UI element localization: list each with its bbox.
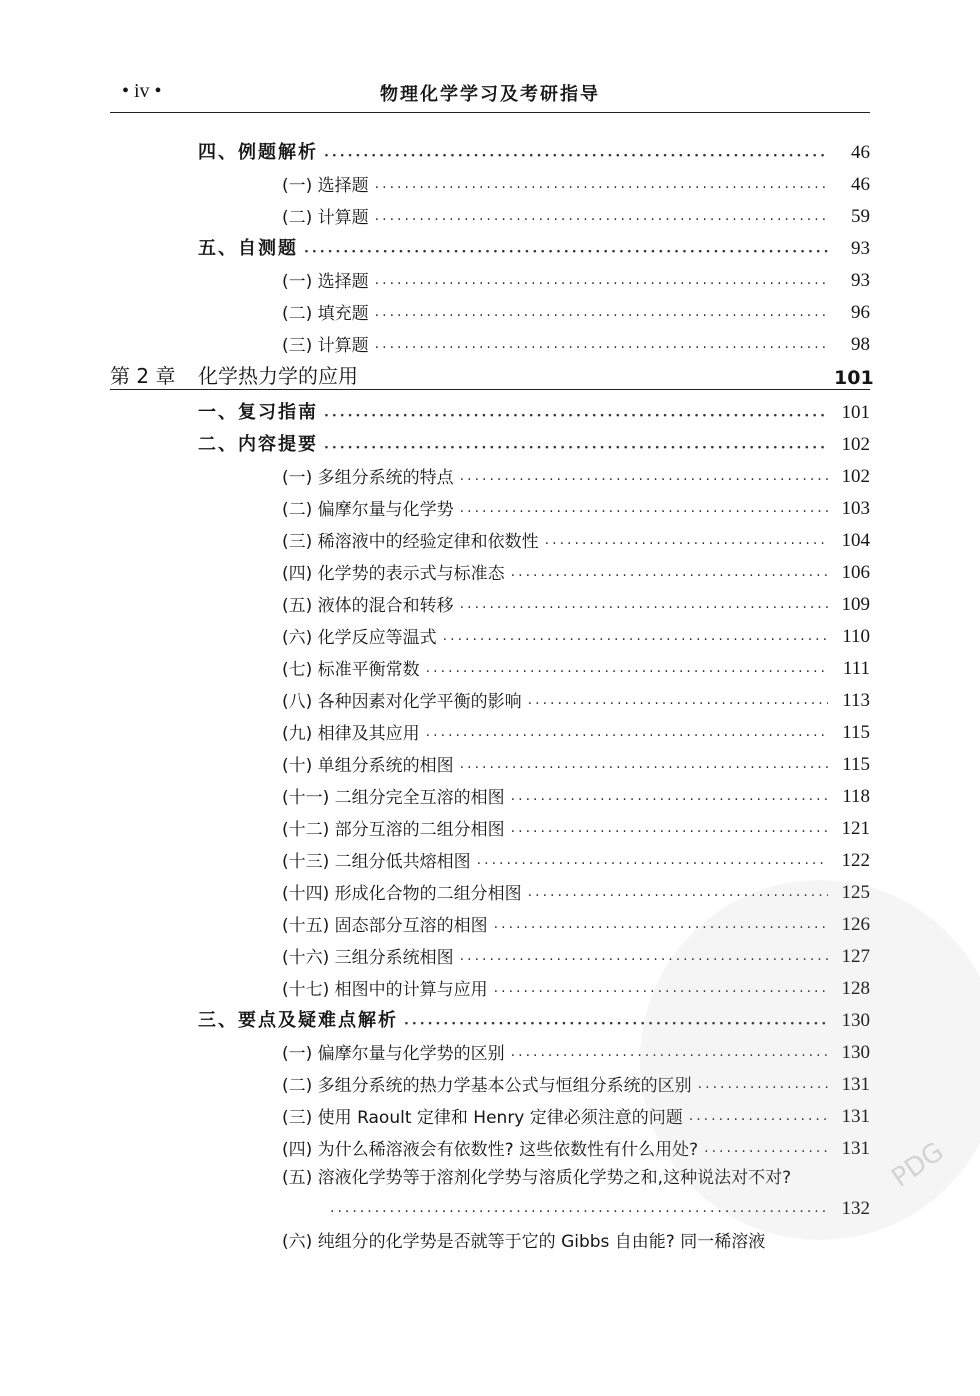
page-folio: • iv • <box>122 80 162 102</box>
toc-page: 109 <box>841 594 870 615</box>
toc-page: 102 <box>841 434 870 455</box>
toc-title: (五) 溶液化学势等于溶剂化学势与溶质化学势之和,这种说法对不对? <box>282 1168 792 1188</box>
leader-dots <box>460 760 828 776</box>
toc-page: 115 <box>842 722 870 743</box>
leader-dots <box>375 340 828 356</box>
toc-page: 130 <box>841 1010 870 1031</box>
toc-entry[interactable] <box>110 260 870 292</box>
leader-dots <box>324 440 828 456</box>
toc-page: 131 <box>841 1074 870 1095</box>
toc-entry[interactable] <box>110 712 870 744</box>
leader-dots <box>375 276 828 292</box>
toc-page: 127 <box>841 946 870 967</box>
toc-page: 122 <box>841 850 870 871</box>
leader-dots <box>477 856 828 872</box>
toc-title: (十六) 三组分系统相图 <box>282 948 454 968</box>
watermark-pdg-mark: PDG <box>886 1136 950 1194</box>
toc-title: 三、要点及疑难点解析 <box>198 1010 398 1031</box>
toc-entry[interactable] <box>110 584 870 616</box>
leader-dots <box>375 308 828 324</box>
toc-entry[interactable] <box>110 680 870 712</box>
toc-title: 一、复习指南 <box>198 402 318 423</box>
toc-page: 125 <box>841 882 870 903</box>
toc-entry[interactable] <box>110 808 870 840</box>
leader-dots <box>304 244 828 260</box>
toc-entry[interactable] <box>110 228 870 260</box>
leader-dots <box>324 148 828 164</box>
toc-page: 110 <box>842 626 870 647</box>
toc-page: 126 <box>841 914 870 935</box>
toc-page: 131 <box>841 1106 870 1127</box>
toc-title: (七) 标准平衡常数 <box>282 660 420 680</box>
leader-dots <box>511 824 828 840</box>
leader-dots <box>460 504 828 520</box>
toc-title: (十五) 固态部分互溶的相图 <box>282 916 488 936</box>
running-header <box>110 78 870 113</box>
toc-entry[interactable] <box>110 840 870 872</box>
toc-entry[interactable] <box>110 324 870 356</box>
leader-dots <box>511 792 828 808</box>
toc-page: 101 <box>834 367 874 389</box>
toc-page: 121 <box>841 818 870 839</box>
toc-title: (九) 相律及其应用 <box>282 724 420 744</box>
toc-entry[interactable] <box>110 552 870 584</box>
toc-page: 93 <box>851 238 870 259</box>
toc-page: 101 <box>841 402 870 423</box>
toc-entry[interactable] <box>110 520 870 552</box>
toc-title: 五、自测题 <box>198 238 298 259</box>
toc-title: (二) 多组分系统的热力学基本公式与恒组分系统的区别 <box>282 1076 692 1096</box>
toc-entry[interactable] <box>110 196 870 228</box>
leader-dots <box>426 664 828 680</box>
toc-page: 46 <box>851 142 870 163</box>
toc-page: 96 <box>851 302 870 323</box>
toc-entry[interactable] <box>110 292 870 324</box>
leader-dots <box>324 408 828 424</box>
toc-page: 115 <box>842 754 870 775</box>
toc-entry[interactable] <box>110 392 870 424</box>
toc-page: 59 <box>851 206 870 227</box>
toc-title: (四) 为什么稀溶液会有依数性? 这些依数性有什么用处? <box>282 1140 699 1160</box>
toc-title: (十三) 二组分低共熔相图 <box>282 852 471 872</box>
chapter-number: 第 2 章 <box>110 364 176 388</box>
toc-page: 103 <box>841 498 870 519</box>
toc-title: (五) 液体的混合和转移 <box>282 596 454 616</box>
toc-entry[interactable] <box>110 776 870 808</box>
toc-entry[interactable] <box>110 488 870 520</box>
watermark-stamp <box>640 880 980 1240</box>
toc-title: (一) 多组分系统的特点 <box>282 468 454 488</box>
toc-page: 46 <box>851 174 870 195</box>
leader-dots <box>443 632 828 648</box>
toc-title: (十七) 相图中的计算与应用 <box>282 980 488 1000</box>
toc-title: (四) 化学势的表示式与标准态 <box>282 564 505 584</box>
toc-page: 98 <box>851 334 870 355</box>
toc-entry[interactable] <box>110 616 870 648</box>
toc-title: (一) 选择题 <box>282 272 369 292</box>
toc-title: (一) 偏摩尔量与化学势的区别 <box>282 1044 505 1064</box>
toc-page: 118 <box>842 786 870 807</box>
toc-title: 二、内容提要 <box>198 434 318 455</box>
leader-dots <box>426 728 828 744</box>
toc-page: 132 <box>841 1198 870 1219</box>
toc-title: (十) 单组分系统的相图 <box>282 756 454 776</box>
toc-page: 104 <box>841 530 870 551</box>
toc-page: 102 <box>841 466 870 487</box>
toc-title: 四、例题解析 <box>198 142 318 163</box>
toc-entry[interactable] <box>110 648 870 680</box>
toc-title: (二) 填充题 <box>282 304 369 324</box>
leader-dots <box>511 568 828 584</box>
toc-page: 111 <box>842 658 870 679</box>
toc-entry[interactable] <box>110 164 870 196</box>
toc-page: 106 <box>841 562 870 583</box>
toc-entry[interactable] <box>110 132 870 164</box>
toc-title: (三) 稀溶液中的经验定律和依数性 <box>282 532 539 552</box>
toc-entry[interactable] <box>110 456 870 488</box>
toc-chapter-entry[interactable] <box>110 359 874 390</box>
toc-title: (十四) 形成化合物的二组分相图 <box>282 884 522 904</box>
book-title: 物理化学学习及考研指导 <box>380 84 600 105</box>
toc-title: (二) 计算题 <box>282 208 369 228</box>
toc-title: (三) 计算题 <box>282 336 369 356</box>
toc-title: 化学热力学的应用 <box>198 364 358 388</box>
leader-dots <box>545 536 828 552</box>
toc-entry[interactable] <box>110 744 870 776</box>
toc-page: 113 <box>842 690 870 711</box>
leader-dots <box>528 696 828 712</box>
toc-title: (三) 使用 Raoult 定律和 Henry 定律必须注意的问题 <box>282 1108 683 1128</box>
toc-title: (八) 各种因素对化学平衡的影响 <box>282 692 522 712</box>
leader-dots <box>460 472 828 488</box>
toc-title: (二) 偏摩尔量与化学势 <box>282 500 454 520</box>
toc-page: 131 <box>841 1138 870 1159</box>
leader-dots <box>460 600 828 616</box>
toc-page: 130 <box>841 1042 870 1063</box>
toc-title: (六) 化学反应等温式 <box>282 628 437 648</box>
toc-entry[interactable] <box>110 424 870 456</box>
toc-page: 93 <box>851 270 870 291</box>
toc-page: 128 <box>841 978 870 999</box>
leader-dots <box>375 180 828 196</box>
leader-dots <box>375 212 828 228</box>
toc-title: (十一) 二组分完全互溶的相图 <box>282 788 505 808</box>
toc-title: (六) 纯组分的化学势是否就等于它的 Gibbs 自由能? 同一稀溶液 <box>282 1232 766 1252</box>
toc-title: (一) 选择题 <box>282 176 369 196</box>
toc-title: (十二) 部分互溶的二组分相图 <box>282 820 505 840</box>
